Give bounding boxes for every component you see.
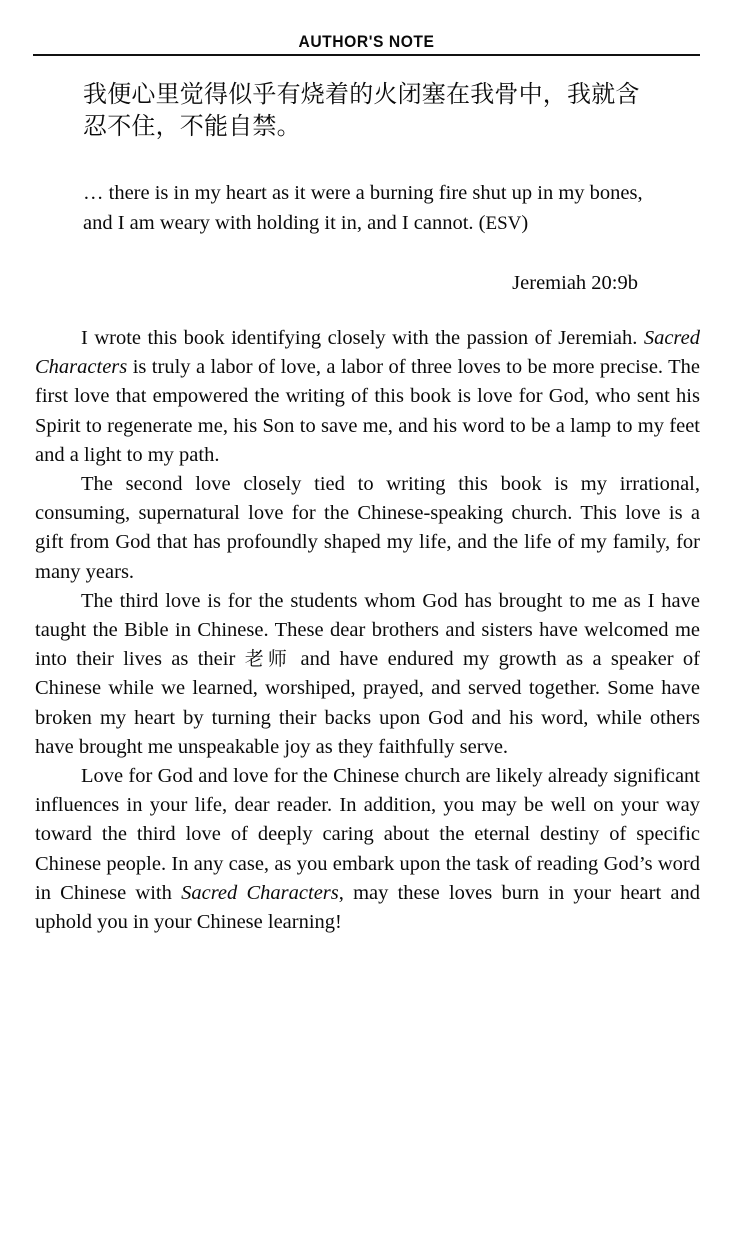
paragraph — [35, 470, 700, 587]
paragraph — [35, 324, 700, 470]
scripture-chinese: 我便心里觉得似乎有烧着的火闭塞在我骨中，我就含忍不住，不能自禁。 — [83, 80, 640, 140]
book-title: Sacred Characters — [35, 327, 700, 379]
scripture-english-text: … there is in my heart as it were a burning fire shut up in my bones, and I am weary with holding it in, and I cannot. ( — [83, 182, 643, 234]
running-head — [33, 32, 700, 56]
paragraph — [35, 587, 700, 762]
scripture-english — [83, 178, 658, 239]
paragraph-text: The third love is for the students whom God has brought to me as I have taught the Bible in Chinese. These dear brothers and sisters have welcomed me into their lives as their — [35, 589, 700, 671]
page-title: AUTHOR'S NOTE — [298, 32, 435, 51]
paragraph-text: , may these loves burn in your heart and uphold you in your Chinese learning! — [35, 881, 701, 934]
paragraph — [35, 762, 700, 937]
page-content — [35, 78, 700, 937]
scripture-english-close-paren: ) — [521, 212, 529, 234]
paragraph-text: Love for God and love for the Chinese church are likely already significant influences in your life, dear reader. In addition, you may be well on your way toward the third love of deeply caring about the eternal destiny of specific Chinese people. In any case, as you embark upon the task of reading God’s word in Chinese with — [35, 765, 700, 904]
paragraph-text: I wrote this book identifying closely with the passion of Jeremiah. — [81, 327, 644, 349]
author-note-body — [35, 324, 700, 937]
bible-version-label: ESV — [485, 213, 522, 234]
scripture-attribution: Jeremiah 20:9b — [512, 272, 638, 294]
paragraph-text: The second love closely tied to writing this book is my irrational, consuming, supernatural love for the Chinese-speaking church. This love is a gift from God that has profoundly shaped my life, and the life of my family, for many years. — [35, 473, 700, 583]
header-divider — [33, 54, 700, 56]
paragraph-text: and have endured my growth as a speaker of Chinese while we learned, worshiped, prayed, and served together. Some have broken my heart by turning their backs upon God and his word, while others have brought me unspeakable joy as they faithfully serve. — [35, 648, 700, 758]
paragraph-text: is truly a labor of love, a labor of three loves to be more precise. The first love that empowered the writing of this book is love for God, who sent his Spirit to regenerate me, his Son to save me, and his word to be a lamp to my feet and a light to my path. — [35, 356, 700, 466]
inline-chinese-term: 老师 — [244, 648, 292, 671]
book-title: Sacred Characters — [181, 881, 339, 904]
